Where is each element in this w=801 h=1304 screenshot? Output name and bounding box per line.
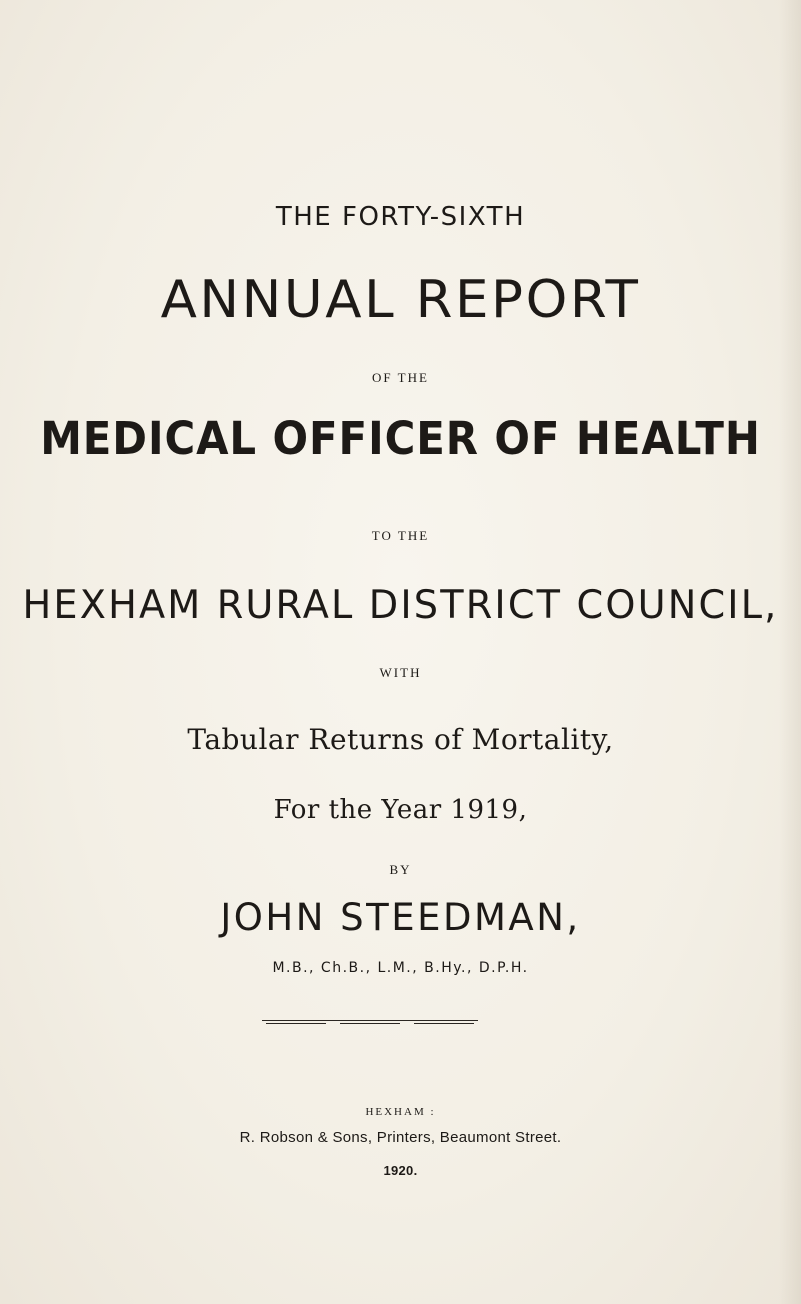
to-the-label: TO THE [371,528,430,543]
year-line: For the Year 1919, [273,795,528,825]
imprint-place: HEXHAM : [365,1106,436,1118]
author-degrees: M.B., Ch.B., L.M., B.Hy., D.P.H. [272,960,529,976]
imprint-printer: R. Robson & Sons, Printers, Beaumont Street. [239,1129,562,1146]
council-name: HEXHAM RURAL DISTRICT COUNCIL, [22,583,779,628]
subtitle: Tabular Returns of Mortality, [187,723,614,756]
by-label: BY [389,862,412,877]
ornamental-rule [262,1018,478,1026]
author-name: JOHN STEEDMAN, [220,896,581,939]
edition-line: THE FORTY-SIXTH [275,202,526,232]
with-label: WITH [379,665,422,680]
of-the-label: OF THE [372,370,429,385]
imprint-year: 1920. [383,1163,418,1178]
officer-title: MEDICAL OFFICER OF HEALTH [40,412,761,465]
main-title: ANNUAL REPORT [160,270,641,330]
